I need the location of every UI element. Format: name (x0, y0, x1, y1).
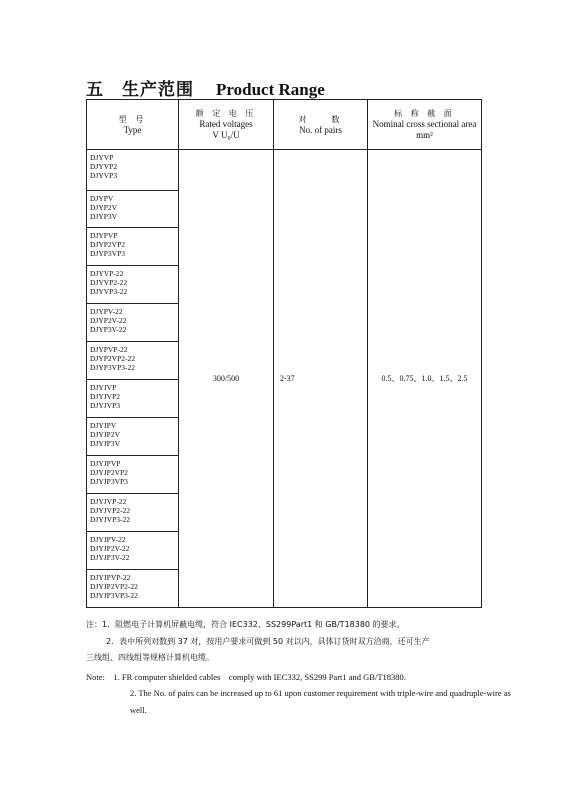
page-title (86, 75, 325, 100)
type-cell (87, 494, 179, 532)
type-cell (87, 266, 179, 304)
type-code: DJYJVP (90, 383, 117, 392)
type-code: DJYJPV-22 (90, 535, 126, 544)
type-code: DJYJVP2-22 (90, 506, 131, 516)
type-code: DJYJVP-22 (90, 497, 127, 506)
header-voltage (179, 100, 274, 150)
type-cell (87, 456, 179, 494)
type-code: DJYP2V-22 (90, 316, 127, 326)
type-code: DJYJP3V (90, 439, 121, 449)
type-cell (87, 418, 179, 456)
note-cn-2b: 三线组、四线组等规格计算机电缆。 (86, 653, 214, 662)
type-code: DJYP2V (90, 203, 118, 213)
table-body (87, 150, 482, 608)
type-code: DJYJP2V-22 (90, 544, 130, 554)
type-cell (87, 342, 179, 380)
type-code: DJYJVP3-22 (90, 515, 131, 525)
type-cell (87, 228, 179, 266)
table-header-row (87, 100, 482, 150)
type-code: DJYJP3V-22 (90, 553, 130, 563)
type-cell (87, 304, 179, 342)
header-voltage-en: Rated voltages (199, 119, 253, 129)
type-code: DJYJP3VP3 (90, 477, 128, 487)
title-chinese: 五 生产范围 (86, 80, 194, 100)
type-cell (87, 532, 179, 570)
type-code: DJYPV-22 (90, 307, 123, 316)
header-pairs (274, 100, 368, 150)
title-english: Product Range (216, 80, 325, 99)
type-code: DJYJP3VP3-22 (90, 591, 138, 601)
header-area-unit: mm² (416, 130, 433, 140)
type-code: DJYP3V (90, 212, 118, 222)
header-voltage-cn: 额 定 电 压 (195, 109, 257, 118)
type-code: DJYJPV (90, 421, 117, 430)
note-cn-2a: 2．表中所列对数到 37 对，按用户要求可做到 50 对以内，具体订货时双方洽商，还可生产 (106, 636, 430, 646)
type-code: DJYP2VP2-22 (90, 354, 136, 364)
header-type-cn: 型 号 (118, 114, 147, 124)
type-code: DJYJP2V (90, 430, 121, 440)
header-pairs-cn: 对 数 (298, 114, 343, 124)
type-code: DJYP2VP2 (90, 240, 126, 250)
header-area-cn: 标 称 截 面 (394, 109, 455, 118)
header-voltage-unit: V U₀/U (212, 130, 240, 140)
type-code: DJYJP2VP2-22 (90, 582, 138, 592)
notes-section (86, 617, 526, 718)
type-code: DJYPVP-22 (90, 345, 128, 354)
header-type-en: Type (123, 124, 142, 135)
type-cell (87, 150, 179, 191)
type-code: DJYJVP3 (90, 401, 121, 411)
pairs-cell: 2-37 (274, 150, 368, 608)
header-area-en: Nominal cross sectional area (372, 119, 477, 129)
type-code: DJYPVP (90, 231, 118, 240)
type-code: DJYP3V-22 (90, 325, 127, 335)
header-type (87, 100, 179, 150)
table-row (87, 150, 482, 191)
header-pairs-en: No. of pairs (299, 124, 342, 135)
type-code: DJYPV (90, 194, 114, 203)
type-cell (87, 570, 179, 608)
type-code: DJYVP (90, 153, 114, 162)
product-range-table (86, 99, 482, 608)
type-code: DJYJVP2 (90, 392, 121, 402)
type-code: DJYP3VP3-22 (90, 363, 136, 373)
note-en-1: Note: 1. FR computer shielded cables comply with IEC332, SS299 Part1 and GB/T18380. (86, 671, 406, 682)
type-cell (87, 380, 179, 418)
type-code: DJYVP2-22 (90, 278, 128, 288)
type-cell (87, 191, 179, 228)
type-code: DJYVP-22 (90, 269, 124, 278)
type-code: DJYJPVP (90, 459, 121, 468)
header-area (368, 100, 482, 150)
note-cn-1: 注：1．阻燃电子计算机屏蔽电缆，符合 IEC332、SS299Part1 和 GB/T18380 的要求。 (86, 620, 405, 629)
type-code: DJYVP2 (90, 162, 118, 172)
area-cell: 0.5、0.75、1.0、1.5、2.5 (368, 150, 482, 608)
type-code: DJYP3VP3 (90, 249, 126, 259)
type-code: DJYJP2VP2 (90, 468, 128, 478)
note-en-2: 2. The No. of pairs can be increased up to 61 upon customer requirement with triple-wire and quadruple-wire as well. (130, 688, 511, 715)
type-code: DJYVP3-22 (90, 287, 128, 297)
type-code: DJYJPVP-22 (90, 573, 131, 582)
type-code: DJYVP3 (90, 171, 118, 181)
voltage-cell: 300/500 (179, 150, 274, 608)
